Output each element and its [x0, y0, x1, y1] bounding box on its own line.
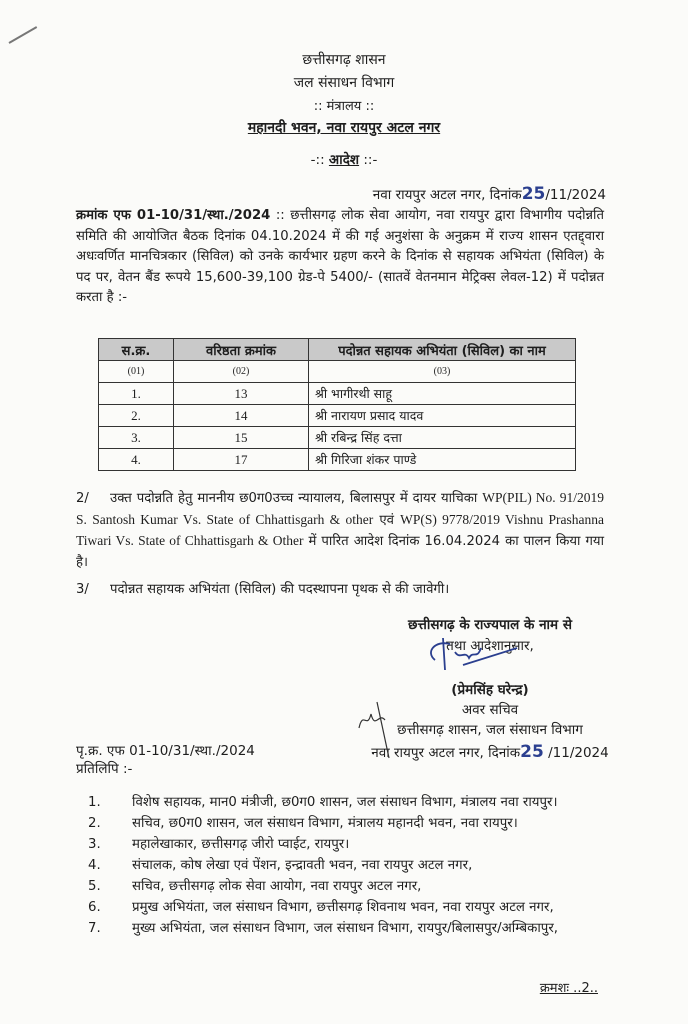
cell-seniority: 13 [174, 383, 309, 405]
item-number: 5. [88, 879, 101, 894]
table-row [99, 405, 576, 427]
cell-name: श्री गिरिजा शंकर पाण्डे [309, 449, 576, 471]
order-prefix: -:: [310, 152, 329, 168]
cell-name: श्री रबिन्द्र सिंह दत्ता [309, 427, 576, 449]
list-item [88, 897, 678, 918]
copy-reference: पृ.क्र. एफ 01-10/31/स्था./2024 [76, 743, 255, 759]
item-number: 1. [88, 795, 101, 810]
paragraph-number: 3/ [76, 582, 89, 597]
paragraph-2 [76, 488, 604, 573]
item-text: प्रमुख अभियंता, जल संसाधन विभाग, छत्तीसगढ़ शिवनाथ भवन, नवा रायपुर अटल नगर, [132, 900, 554, 915]
subheader-cell: (03) [309, 361, 576, 383]
signatory-office: छत्तीसगढ़ शासन, जल संसाधन विभाग [397, 722, 583, 738]
item-text: सचिव, छत्तीसगढ़ लोक सेवा आयोग, नवा रायपुर अटल नगर, [132, 879, 422, 894]
paragraph-3 [76, 580, 604, 601]
list-item [88, 792, 678, 813]
pen-mark [9, 26, 38, 44]
header-address-text: महानदी भवन, नवा रायपुर अटल नगर [247, 120, 441, 136]
subheader-cell: (01) [99, 361, 174, 383]
cell-sno: 3. [99, 427, 174, 449]
para2-text-c: में पारित आदेश दिनांक 16.04.2024 का पालन किया गया है। [76, 534, 604, 570]
date-place: नवा रायपुर अटल नगर, दिनांक [371, 745, 521, 761]
list-item [88, 876, 678, 897]
order-reference: क्रमांक एफ 01-10/31/स्था./2024 [76, 208, 271, 223]
signatory-designation: अवर सचिव [461, 702, 519, 718]
paragraph-1-text: :: छत्तीसगढ़ लोक सेवा आयोग, नवा रायपुर द्वारा विभागीय पदोन्नति समिति की आयोजित बैठक दिनांक 04.10.2024 में की गई अनुशंसा के अनुक्रम में राज्य शासन एतद्द्वारा अधःवर्णित मानचित्रकार (सिविल) को उनके कार्यभार ग्रहण करने के दिनांक से सहायक अभियंता (सिविल) के पद पर, वेतन बैंड रूपये 15,600-39,100 ग्रेड-पे 5400/- (सातवें वेतनमान मेट्रिक्स लेवल-12) में पदोन्नत करता है :- [76, 208, 604, 305]
cell-seniority: 14 [174, 405, 309, 427]
item-number: 3. [88, 837, 101, 852]
cell-seniority: 17 [174, 449, 309, 471]
col-header-sno: स.क्र. [99, 339, 174, 361]
list-item [88, 855, 678, 876]
date-rest: /11/2024 [543, 745, 609, 761]
copy-label: प्रतिलिपि :- [76, 761, 133, 777]
item-text: महालेखाकार, छत्तीसगढ़ जीरो प्वाईट, रायपुर। [132, 837, 350, 852]
col-header-seniority: वरिष्ठता क्रमांक [174, 339, 309, 361]
signature-line-1: छत्तीसगढ़ के राज्यपाल के नाम से [408, 617, 572, 633]
para3-text: पदोन्नत सहायक अभियंता (सिविल) की पदस्थापना पृथक से की जावेगी। [110, 582, 450, 597]
table-subheader-row [99, 361, 576, 383]
handwritten-signature [405, 630, 525, 675]
date-place: नवा रायपुर अटल नगर, दिनांक [372, 187, 522, 203]
paragraph-1 [76, 206, 604, 309]
promotion-table [98, 338, 576, 471]
paragraph-number: 2/ [76, 491, 89, 506]
item-text: विशेष सहायक, मान0 मंत्रीजी, छ0ग0 शासन, जल संसाधन विभाग, मंत्रालय नवा रायपुर। [132, 795, 558, 810]
para2-text-b: एवं [373, 512, 401, 528]
cell-sno: 2. [99, 405, 174, 427]
signature-line-2: तथा आदेशानुसार, [446, 638, 534, 654]
item-text: सचिव, छ0ग0 शासन, जल संसाधन विभाग, मंत्रालय महानदी भवन, नवा रायपुर। [132, 816, 518, 831]
item-number: 7. [88, 921, 101, 936]
header-government: छत्तीसगढ़ शासन [302, 52, 386, 68]
handwritten-day: 25 [521, 184, 546, 204]
item-number: 2. [88, 816, 101, 831]
cell-name: श्री नारायण प्रसाद यादव [309, 405, 576, 427]
list-item [88, 834, 678, 855]
para2-case-1: WP(PIL) No. 91/2019 S. Santosh Kumar Vs. State of Chhattisgarh & other [76, 490, 604, 527]
date-rest: /11/2024 [545, 187, 606, 203]
item-text: संचालक, कोष लेखा एवं पेंशन, इन्द्रावती भवन, नवा रायपुर अटल नगर, [132, 858, 473, 873]
continued-marker: क्रमशः ..2.. [539, 981, 598, 996]
cell-seniority: 15 [174, 427, 309, 449]
cell-sno: 4. [99, 449, 174, 471]
order-suffix: ::- [359, 152, 378, 168]
cell-name: श्री भागीरथी साहू [309, 383, 576, 405]
order-title-line [0, 150, 688, 168]
para2-text-a: उक्त पदोन्नति हेतु माननीय छ0ग0उच्च न्यायालय, बिलासपुर में दायर याचिका [110, 491, 483, 506]
copy-list [88, 792, 678, 939]
table-row [99, 427, 576, 449]
table-row [99, 449, 576, 471]
order-date [373, 184, 606, 204]
para2-case-2: WP(S) 9778/2019 Vishnu Prashanna Tiwari Vs. State of Chhattisgarh & Other [76, 511, 604, 548]
col-header-name: पदोन्नत सहायक अभियंता (सिविल) का नाम [309, 339, 576, 361]
list-item [88, 918, 678, 939]
handwritten-day: 25 [520, 742, 544, 762]
item-number: 6. [88, 900, 101, 915]
item-number: 4. [88, 858, 101, 873]
order-title: आदेश [328, 152, 360, 168]
subheader-cell: (02) [174, 361, 309, 383]
cell-sno: 1. [99, 383, 174, 405]
header-ministry: :: मंत्रालय :: [313, 99, 375, 114]
initials-mark [355, 700, 395, 760]
item-text: मुख्य अभियंता, जल संसाधन विभाग, जल संसाधन विभाग, रायपुर/बिलासपुर/अम्बिकापुर, [132, 921, 558, 936]
list-item [88, 813, 678, 834]
table-row [99, 383, 576, 405]
signatory-name: (प्रेमसिंह घरेन्द्र) [451, 682, 529, 698]
header-address [0, 118, 688, 137]
header-department: जल संसाधन विभाग [293, 75, 395, 91]
